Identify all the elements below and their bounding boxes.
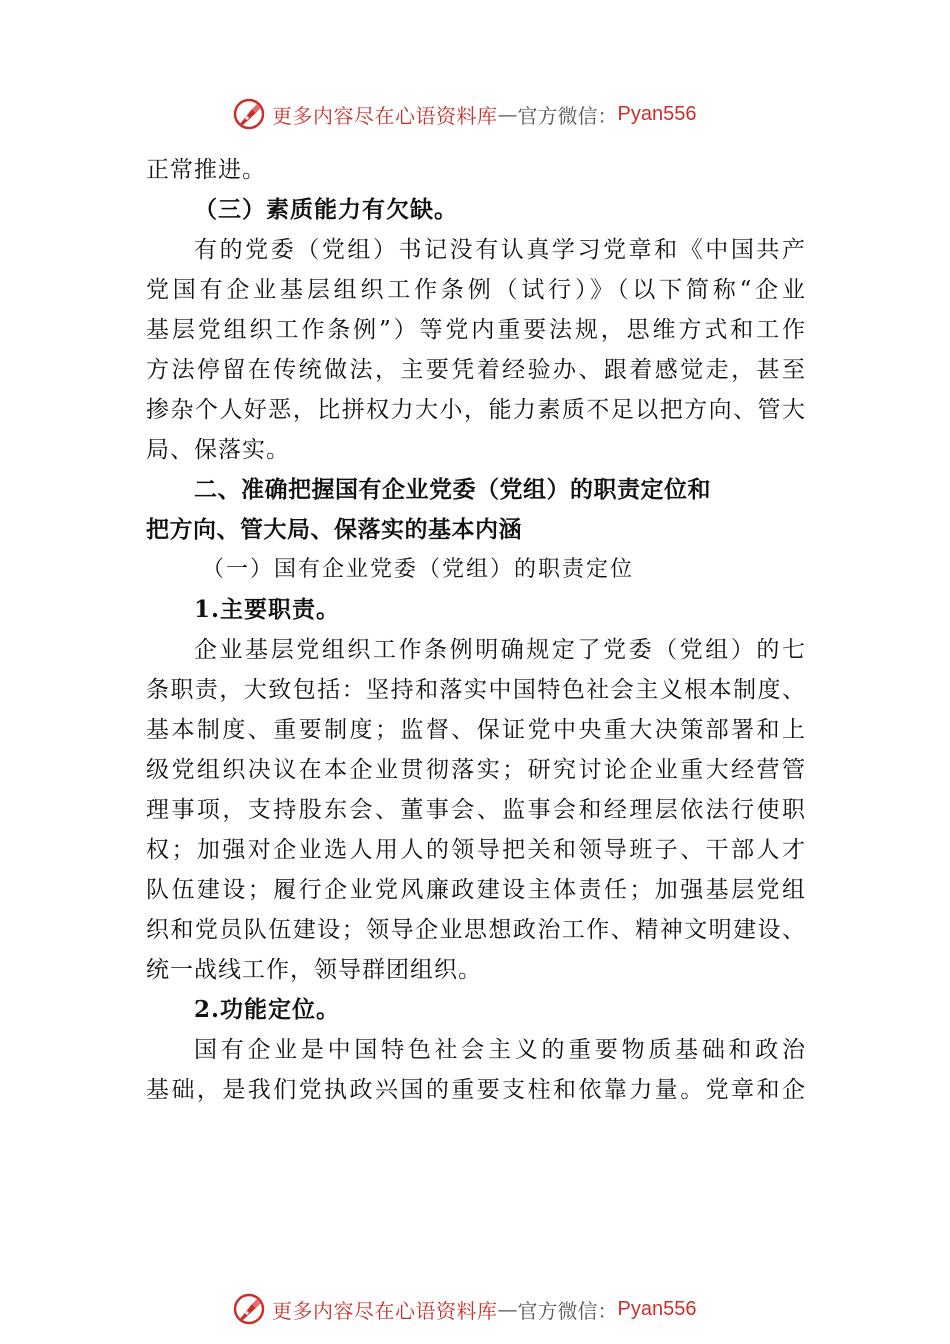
header-wechat-id: Pyan556 — [617, 102, 697, 125]
footer-banner — [232, 1291, 696, 1327]
pen-nib-logo-icon — [232, 97, 266, 131]
footer-banner-text: 更多内容尽在心语资料库 — [272, 1298, 498, 1323]
paragraph-line: 统一战线工作，领导群团组织。 — [146, 957, 482, 983]
chapter-heading: 二、准确把握国有企业党委（党组）的职责定位和 — [194, 477, 711, 503]
footer-wechat-id: Pyan556 — [617, 1297, 697, 1320]
header-banner — [232, 96, 696, 132]
footer-wechat-label: 官方微信： — [517, 1298, 618, 1323]
footer-separator: — — [497, 1297, 518, 1321]
paragraph-line: 理事项，支持股东会、董事会、监事会和经理层依法行使职 — [146, 797, 806, 823]
header-wechat-label: 官方微信： — [517, 103, 618, 128]
paragraph-line: 条职责，大致包括：坚持和落实中国特色社会主义根本制度、 — [146, 677, 806, 703]
paragraph-line: 基础，是我们党执政兴国的重要支柱和依靠力量。党章和企 — [146, 1077, 806, 1103]
paragraph-line: 权；加强对企业选人用人的领导把关和领导班子、干部人才 — [146, 837, 806, 863]
paragraph-line: 国有企业是中国特色社会主义的重要物质基础和政治 — [194, 1037, 806, 1063]
chapter-heading: 把方向、管大局、保落实的基本内涵 — [146, 517, 522, 543]
header-banner-text: 更多内容尽在心语资料库 — [272, 103, 498, 128]
section-heading: （三）素质能力有欠缺。 — [194, 196, 458, 223]
paragraph-line: 企业基层党组织工作条例明确规定了党委（党组）的七 — [194, 637, 806, 663]
paragraph-line: 局、保落实。 — [146, 437, 290, 463]
paragraph-line: 党国有企业基层组织工作条例（试行）》（以下简称“企业 — [146, 277, 806, 303]
paragraph-line: 基层党组织工作条例”）等党内重要法规，思维方式和工作 — [146, 317, 806, 343]
paragraph-line: 有的党委（党组）书记没有认真学习党章和《中国共产 — [194, 237, 806, 263]
paragraph-line: 基本制度、重要制度；监督、保证党中央重大决策部署和上 — [146, 717, 806, 743]
paragraph-line: 正常推进。 — [146, 157, 266, 183]
subsection-heading: （一）国有企业党委（党组）的职责定位 — [202, 557, 635, 582]
paragraph-line: 队伍建设；履行企业党风廉政建设主体责任；加强基层党组 — [146, 877, 806, 903]
paragraph-line: 织和党员队伍建设；领导企业思想政治工作、精神文明建设、 — [146, 917, 806, 943]
paragraph-line: 级党组织决议在本企业贯彻落实；研究讨论企业重大经营管 — [146, 757, 806, 783]
numbered-heading: 2.功能定位。 — [194, 996, 341, 1023]
document-body — [146, 150, 806, 1110]
numbered-heading: 1.主要职责。 — [194, 596, 341, 623]
paragraph-line: 掺杂个人好恶，比拼权力大小，能力素质不足以把方向、管大 — [146, 397, 806, 423]
pen-nib-logo-icon — [232, 1292, 266, 1326]
header-separator: — — [497, 102, 518, 126]
paragraph-line: 方法停留在传统做法，主要凭着经验办、跟着感觉走，甚至 — [146, 357, 806, 383]
